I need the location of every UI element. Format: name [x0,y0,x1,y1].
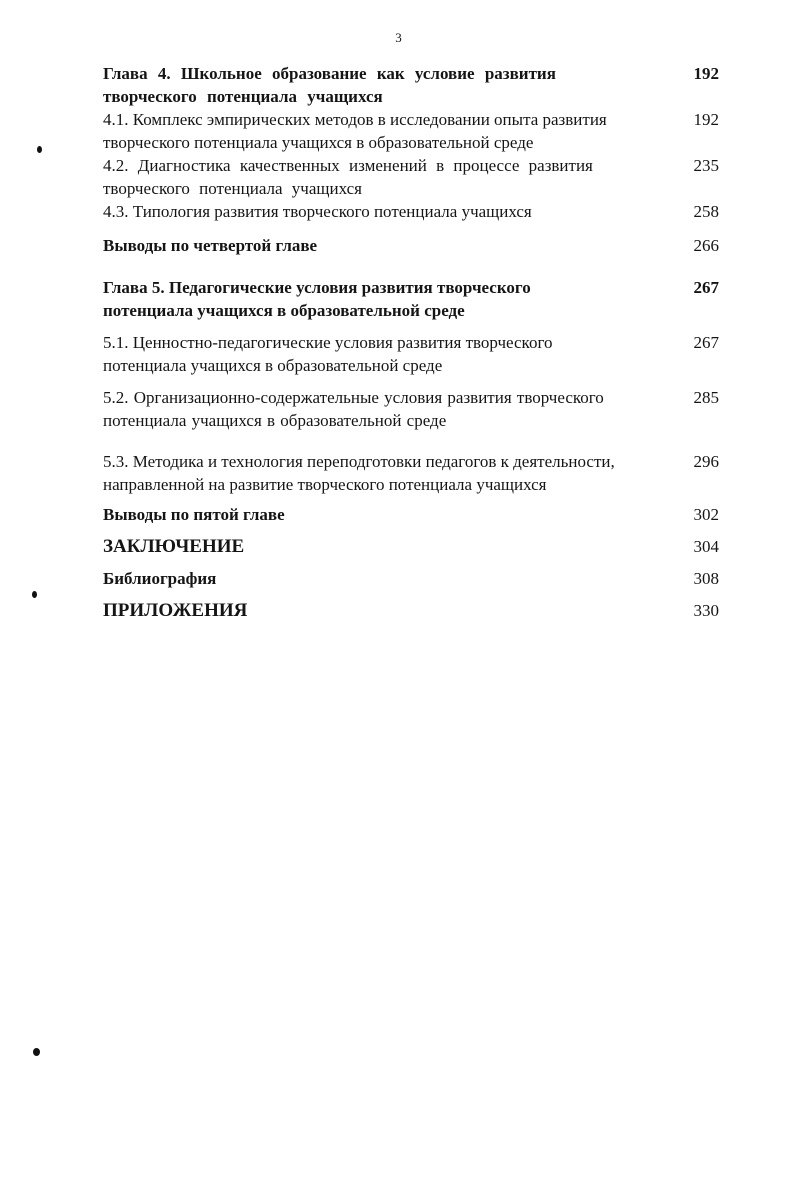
toc-entry-page: 302 [693,505,719,524]
toc-section-4-2 [103,154,719,200]
toc-entry-page: 192 [693,110,719,129]
toc-entry-page: 308 [693,569,719,588]
toc-conclusions-chapter-4 [103,234,719,257]
toc-appendices [103,599,719,622]
toc-entry-page: 267 [693,278,719,297]
toc-entry-title: 4.2. Диагностика качественных изменений в процессе развития творческого потенциала учащихся [103,156,593,198]
toc-entry-title: 5.1. Ценностно-педагогические условия развития творческого потенциала учащихся в образовательной среде [103,333,553,375]
toc-entry-title: ЗАКЛЮЧЕНИЕ [103,536,245,557]
toc-entry-page: 330 [693,601,719,620]
toc-chapter-5 [103,276,719,322]
toc-section-5-3 [103,450,719,496]
scan-mark [32,591,37,598]
toc-section-5-2 [103,386,719,432]
toc-entry-title: ПРИЛОЖЕНИЯ [103,600,248,621]
toc-entry-page: 285 [693,388,719,407]
toc-entry-title: Выводы по четвертой главе [103,236,318,255]
toc-entry-title: Выводы по пятой главе [103,505,285,524]
scan-mark [33,1048,40,1056]
toc-entry-page: 235 [693,156,719,175]
toc-entry-page: 258 [693,202,719,221]
table-of-contents [103,62,719,622]
toc-entry-title: 5.3. Методика и технология переподготовки педагогов к деятельности, направленной на развитие творческого потенциала учащихся [103,452,615,494]
toc-conclusions-chapter-5 [103,503,719,526]
toc-section-5-1 [103,331,719,377]
toc-chapter-4 [103,62,719,108]
toc-entry-page: 266 [693,236,719,255]
toc-entry-title: Глава 5. Педагогические условия развития творческого потенциала учащихся в образовательной среде [103,278,531,320]
toc-entry-title: Глава 4. Школьное образование как условие развития творческого потенциала учащихся [103,64,556,106]
toc-entry-page: 304 [693,537,719,556]
toc-section-4-3 [103,200,719,223]
toc-entry-title: Библиография [103,569,217,588]
toc-section-4-1 [103,108,719,154]
toc-conclusion [103,535,719,558]
toc-entry-page: 267 [693,333,719,352]
toc-bibliography [103,567,719,590]
toc-entry-title: 5.2. Организационно-содержательные условия развития творческого потенциала учащихся в образовательной среде [103,388,604,430]
page-number: 3 [395,30,402,45]
toc-entry-title: 4.3. Типология развития творческого потенциала учащихся [103,202,532,221]
scan-mark [37,146,42,153]
toc-entry-page: 192 [693,64,719,83]
toc-entry-title: 4.1. Комплекс эмпирических методов в исследовании опыта развития творческого потенциала учащихся в образовательной среде [103,110,607,152]
toc-entry-page: 296 [693,452,719,471]
